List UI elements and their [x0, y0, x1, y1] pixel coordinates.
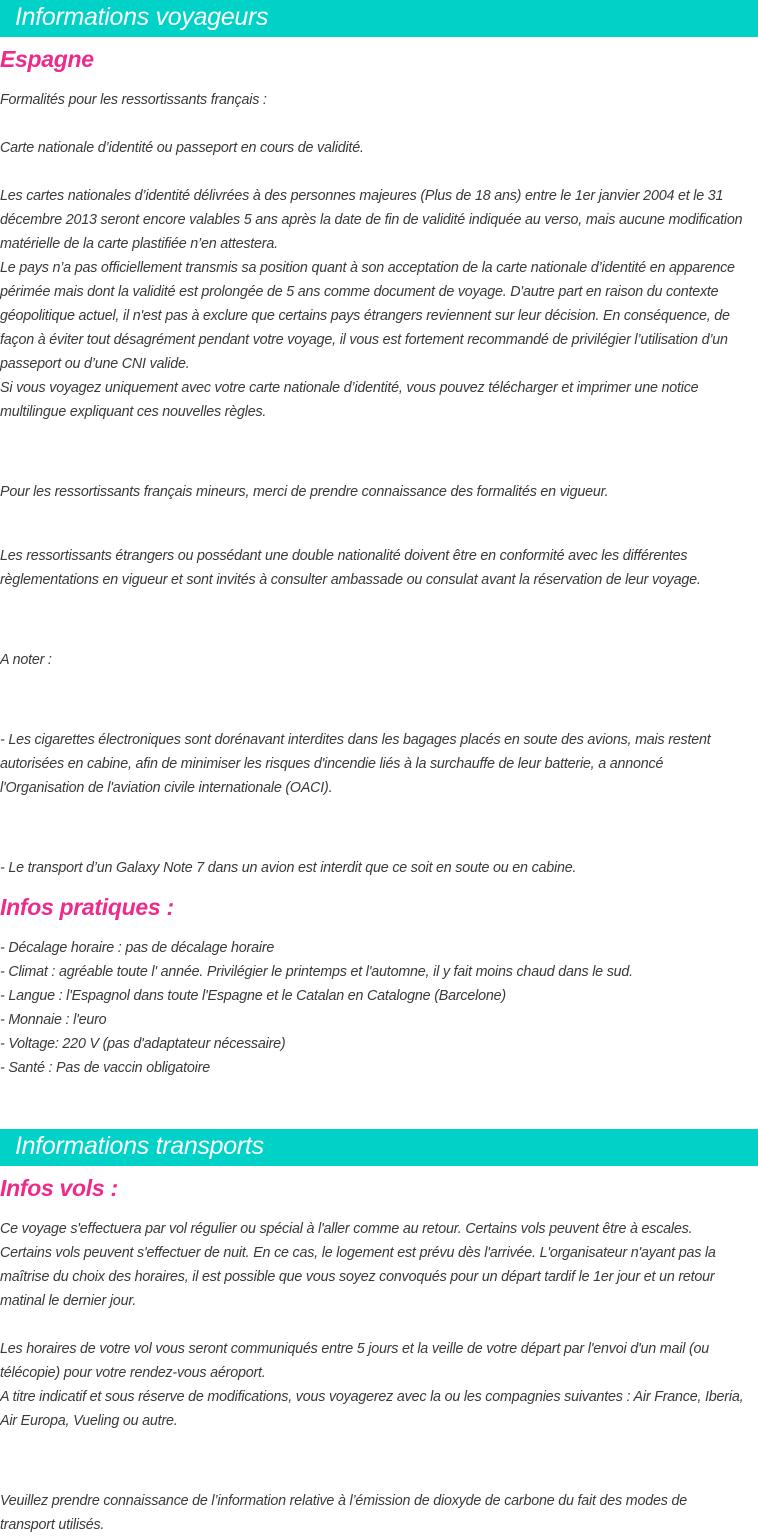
id-validity-paragraph: Les cartes nationales d’identité délivrées à des personnes majeures (Plus de 18 ans) entre le 1er janvier 2004 et le 31 décembre 2013 seront encore valables 5 ans après la date de fin de validité indiquée au verso, mais aucune modification matérielle de la carte plastifiée n’en attestera. Le pays n’a pas officiellement transmis sa position quant à son acceptation de la carte nationale d’identité en apparence périmée mais dont la validité est prolongée de 5 ans comme document de voyage. D'autre part en raison du contexte géopolitique actuel, il n'est pas à exclure que certains pays étrangers reviennent sur leur décision. En conséquence, de façon à éviter tout désagrément pendant votre voyage, il vous est fortement recommandé de privilégier l’utilisation d’un passeport ou d’une CNI valide. Si vous voyagez uniquement avec votre carte nationale d’identité, vous pouvez télécharger et imprimer une notice multilingue expliquant ces nouvelles règles. — [0, 188, 743, 420]
schedule-paragraph: Les horaires de votre vol vous seront communiqués entre 5 jours et la veille de votre départ par l'envoi d'un mail (ou télécopie) pour votre rendez-vous aéroport. A titre indicatif et sous réserve de modifications, vous voyagerez avec la ou les compagnies suivantes : Air France, Iberia, Air Europa, Vueling ou autre. — [0, 1341, 744, 1429]
travelers-info-title: Informations voyageurs — [15, 3, 269, 31]
list-item: - Voltage: 220 V (pas d'adaptateur nécessaire) — [0, 1036, 286, 1052]
travelers-info-banner — [0, 0, 758, 37]
practical-info-list — [0, 936, 758, 1080]
formalities-title: Formalités pour les ressortissants français : — [0, 92, 267, 108]
e-cigarettes-paragraph: - Les cigarettes électroniques sont dorénavant interdites dans les bagages placés en soute des avions, mais restent autorisées en cabine, afin de minimiser les risques d'incendie liés à la surchauffe de leur batterie, a annoncé l'Organisation de l'aviation civile internationale (OACI). — [0, 732, 711, 796]
country-heading: Espagne — [0, 46, 94, 72]
list-item: - Climat : agréable toute l' année. Privilégier le printemps et l'automne, il y fait moins chaud dans le sud. — [0, 964, 633, 980]
minors-text: Pour les ressortissants français mineurs, merci de prendre connaissance des formalités en vigueur. — [0, 484, 609, 500]
flights-paragraph: Ce voyage s'effectuera par vol régulier ou spécial à l'aller comme au retour. Certains vols peuvent être à escales. Certains vols peuvent s'effectuer de nuit. En ce cas, le logement est prévu dès l'arrivée. L'organisateur n'ayant pas la maîtrise du choix des horaires, il est possible que vous soyez convoqués pour un départ tardif le 1er jour et un retour matinal le dernier jour. — [0, 1221, 716, 1309]
list-item: - Décalage horaire : pas de décalage horaire — [0, 940, 275, 956]
transport-info-banner — [0, 1129, 758, 1166]
list-item: - Langue : l'Espagnol dans toute l'Espagne et le Catalan en Catalogne (Barcelone) — [0, 988, 506, 1004]
practical-info-heading: Infos pratiques : — [0, 894, 174, 920]
transport-info-title: Informations transports — [15, 1132, 264, 1160]
id-card-text: Carte nationale d’identité ou passeport en cours de validité. — [0, 140, 364, 156]
foreigners-paragraph: Les ressortissants étrangers ou possédant une double nationalité doivent être en conformité avec les différentes règlementations en vigueur et sont invités à consulter ambassade ou consulat avant la réservation de leur voyage. — [0, 548, 701, 588]
flights-info-heading: Infos vols : — [0, 1175, 118, 1201]
list-item: - Santé : Pas de vaccin obligatoire — [0, 1060, 210, 1076]
note-label: A noter : — [0, 652, 52, 668]
galaxy-note-text: - Le transport d’un Galaxy Note 7 dans un avion est interdit que ce soit en soute ou en cabine. — [0, 860, 577, 876]
list-item: - Monnaie : l'euro — [0, 1012, 107, 1028]
co2-paragraph: Veuillez prendre connaissance de l’information relative à l’émission de dioxyde de carbone du fait des modes de transport utilisés. — [0, 1493, 687, 1533]
